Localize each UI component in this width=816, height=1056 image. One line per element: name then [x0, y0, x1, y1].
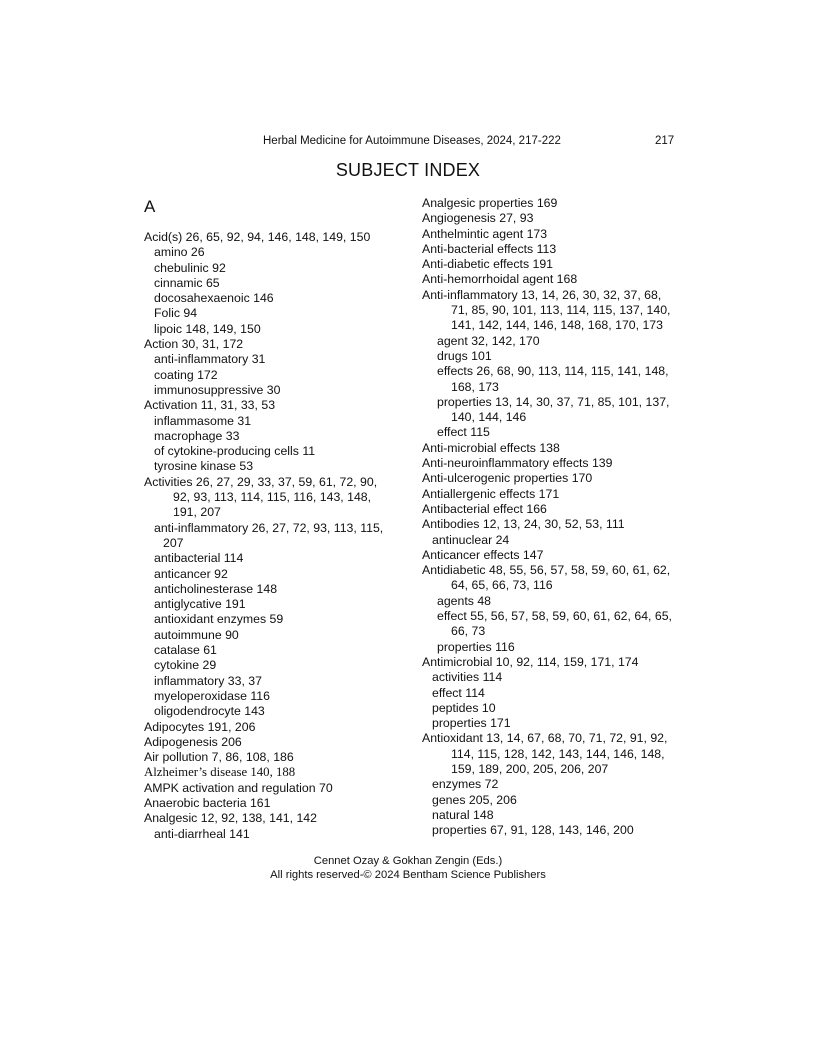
- index-entry: Anti-diabetic effects 191: [422, 257, 554, 272]
- index-subentry: inflammatory 33, 37: [154, 673, 262, 688]
- index-subentry: activities 114: [432, 670, 503, 685]
- index-entry-continuation: 168, 173: [451, 379, 499, 394]
- index-subentry: macrophage 33: [154, 428, 240, 443]
- index-subentry: anti-diarrheal 141: [154, 826, 250, 841]
- index-entry-continuation: 66, 73: [451, 624, 486, 639]
- index-entry: Adipocytes 191, 206: [144, 719, 256, 734]
- index-subentry: properties 13, 14, 30, 37, 71, 85, 101, 137,: [437, 394, 670, 409]
- index-entry: Anti-hemorrhoidal agent 168: [422, 272, 578, 287]
- index-subentry: effect 115: [437, 425, 490, 440]
- index-entry-continuation: 114, 115, 128, 142, 143, 144, 146, 148,: [451, 746, 665, 761]
- index-subentry: anticancer 92: [154, 566, 228, 581]
- index-subentry: effect 114: [432, 685, 485, 700]
- index-subentry: inflammasome 31: [154, 413, 252, 428]
- index-entry: Antidiabetic 48, 55, 56, 57, 58, 59, 60, 61, 62,: [422, 563, 671, 578]
- index-entry: Anthelmintic agent 173: [422, 226, 548, 241]
- index-entry: Air pollution 7, 86, 108, 186: [144, 750, 294, 765]
- index-subentry: immunosuppressive 30: [154, 382, 281, 397]
- index-subentry: properties 116: [437, 639, 515, 654]
- index-subentry: catalase 61: [154, 643, 217, 658]
- index-column-left: [144, 196, 409, 842]
- index-subentry: effects 26, 68, 90, 113, 114, 115, 141, 148,: [437, 364, 669, 379]
- index-subentry: genes 205, 206: [432, 792, 517, 807]
- index-subentry: docosahexaenoic 146: [154, 291, 274, 306]
- index-subentry: tyrosine kinase 53: [154, 459, 254, 474]
- index-entry: Alzheimer’s disease 140, 188: [144, 765, 296, 780]
- index-entry: Analgesic 12, 92, 138, 141, 142: [144, 811, 317, 826]
- index-subentry: enzymes 72: [432, 777, 499, 792]
- index-entry: Antibacterial effect 166: [422, 501, 547, 516]
- index-subentry: anti-inflammatory 26, 27, 72, 93, 113, 115,: [154, 520, 384, 535]
- index-entry-continuation: 71, 85, 90, 101, 113, 114, 115, 137, 140,: [451, 303, 671, 318]
- index-subentry: oligodendrocyte 143: [154, 704, 265, 719]
- index-subentry: autoimmune 90: [154, 627, 239, 642]
- index-entry: Anti-neuroinflammatory effects 139: [422, 456, 613, 471]
- index-entry: Adipogenesis 206: [144, 734, 242, 749]
- index-entry: Activation 11, 31, 33, 53: [144, 398, 276, 413]
- index-entry: Acid(s) 26, 65, 92, 94, 146, 148, 149, 150: [144, 230, 371, 244]
- footer-rights: All rights reserved-© 2024 Bentham Science Publishers: [270, 869, 546, 881]
- index-entry: Analgesic properties 169: [422, 196, 558, 210]
- index-subentry: chebulinic 92: [154, 260, 226, 275]
- index-entry: AMPK activation and regulation 70: [144, 780, 333, 795]
- index-subentry: agent 32, 142, 170: [437, 333, 540, 348]
- index-entry: Anaerobic bacteria 161: [144, 795, 271, 810]
- index-subentry: antioxidant enzymes 59: [154, 612, 284, 627]
- index-subentry: drugs 101: [437, 348, 492, 363]
- page-title: SUBJECT INDEX: [335, 160, 481, 180]
- index-subentry: antiglycative 191: [154, 597, 246, 612]
- index-subentry: agents 48: [437, 593, 492, 608]
- index-entry-continuation: 140, 144, 146: [451, 410, 527, 425]
- index-subentry: cinnamic 65: [154, 275, 220, 290]
- footer: [0, 854, 816, 882]
- index-subentry: antinuclear 24: [432, 532, 510, 547]
- index-subentry: natural 148: [432, 807, 494, 822]
- index-entry: Anticancer effects 147: [422, 547, 544, 562]
- index-entry: Antimicrobial 10, 92, 114, 159, 171, 174: [422, 654, 639, 669]
- index-entry: Anti-microbial effects 138: [422, 440, 560, 455]
- page-number: 217: [655, 135, 675, 147]
- index-subentry: lipoic 148, 149, 150: [154, 321, 261, 336]
- index-entry-continuation: 159, 189, 200, 205, 206, 207: [451, 761, 609, 776]
- footer-editors: Cennet Ozay & Gokhan Zengin (Eds.): [313, 855, 503, 867]
- index-subentry: antibacterial 114: [154, 551, 244, 566]
- index-subentry: cytokine 29: [154, 658, 217, 673]
- index-subentry: myeloperoxidase 116: [154, 688, 270, 703]
- index-subentry: of cytokine-producing cells 11: [154, 444, 316, 459]
- index-entry: Antiallergenic effects 171: [422, 486, 560, 501]
- index-subentry: anti-inflammatory 31: [154, 352, 266, 367]
- running-head: [0, 133, 816, 149]
- index-subentry: properties 67, 91, 128, 143, 146, 200: [432, 823, 634, 838]
- index-subentry: amino 26: [154, 245, 205, 260]
- section-letter: A: [144, 197, 156, 216]
- index-subentry: properties 171: [432, 716, 511, 731]
- index-subentry: coating 172: [154, 367, 218, 382]
- index-entry-continuation: 64, 65, 66, 73, 116: [451, 578, 553, 593]
- index-entry: Anti-inflammatory 13, 14, 26, 30, 32, 37, 68,: [422, 287, 662, 302]
- index-subentry: Folic 94: [154, 306, 198, 321]
- index-entry: Anti-ulcerogenic properties 170: [422, 471, 593, 486]
- index-entry: Angiogenesis 27, 93: [422, 211, 534, 226]
- index-subentry: peptides 10: [432, 700, 496, 715]
- index-column-right: [422, 196, 687, 838]
- index-entry: Antibodies 12, 13, 24, 30, 52, 53, 111: [422, 517, 625, 532]
- index-entry: Activities 26, 27, 29, 33, 37, 59, 61, 72, 90,: [144, 474, 378, 489]
- index-entry-continuation: 207: [163, 535, 184, 550]
- index-subentry: effect 55, 56, 57, 58, 59, 60, 61, 62, 64, 65,: [437, 609, 672, 624]
- index-entry-continuation: 92, 93, 113, 114, 115, 116, 143, 148,: [173, 490, 372, 505]
- index-entry: Antioxidant 13, 14, 67, 68, 70, 71, 72, 91, 92,: [422, 731, 668, 746]
- index-subentry: anticholinesterase 148: [154, 581, 278, 596]
- index-entry: Action 30, 31, 172: [144, 337, 244, 352]
- journal-citation: Herbal Medicine for Autoimmune Diseases, 2024, 217-222: [263, 135, 561, 147]
- index-entry: Anti-bacterial effects 113: [422, 241, 557, 256]
- index-entry-continuation: 191, 207: [173, 505, 221, 520]
- index-entry-continuation: 141, 142, 144, 146, 148, 168, 170, 173: [451, 318, 663, 333]
